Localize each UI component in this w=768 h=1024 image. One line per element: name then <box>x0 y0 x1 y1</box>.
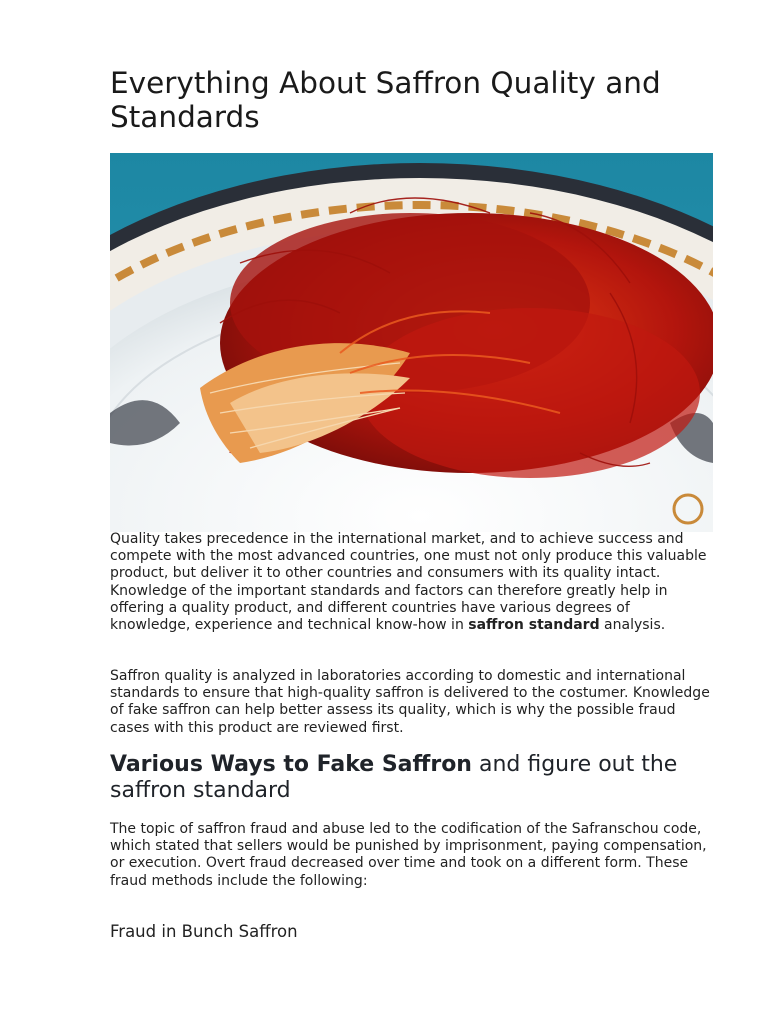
quality-paragraph: Saffron quality is analyzed in laboratories according to domestic and international standards to ensure that high-quality saffron is delivered to the costumer. Knowledge of fake saffron can help better assess its quality, which is why the possible fraud cases with this product are reviewed first. <box>110 668 710 736</box>
subheading: Fraud in Bunch Saffron <box>110 922 298 941</box>
intro-text-end: analysis. <box>599 617 666 634</box>
saffron-photo <box>110 153 713 532</box>
page-title: Everything About Saffron Quality and Standards <box>110 66 661 134</box>
fraud-paragraph: The topic of saffron fraud and abuse led to the codification of the Safranschou code, which stated that sellers would be punished by imprisonment, paying compensation, or execution. Overt fraud decreased over time and took on a different form. These fraud methods include the following: <box>110 821 707 889</box>
section-heading-bold: Various Ways to Fake Saffron <box>110 752 472 777</box>
section-heading <box>110 752 714 804</box>
saffron-plate-illustration <box>110 153 713 532</box>
intro-text: Quality takes precedence in the international market, and to achieve success and compete with the most advanced countries, one must not only produce this valuable product, but deliver it to other countries and consumers with its quality intact. Knowledge of the important standards and factors can therefore greatly help in offering a quality product, and different countries have various degrees of knowledge, experience and technical know-how in <box>110 531 707 634</box>
intro-paragraph <box>110 531 714 634</box>
section-heading-rest: and figure out the saffron standard <box>110 752 678 803</box>
saffron-standard-bold: saffron standard <box>468 617 600 634</box>
